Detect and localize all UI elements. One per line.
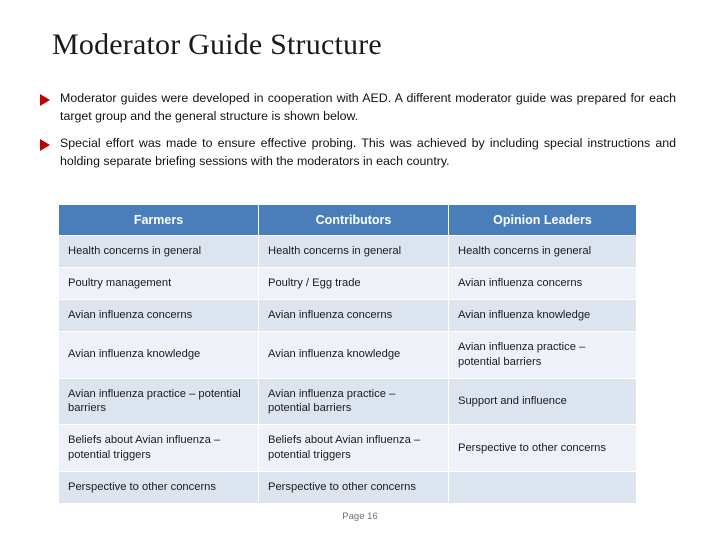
table-row (59, 471, 637, 503)
column-header-farmers: Farmers (59, 205, 259, 236)
table-cell: Support and influence (449, 378, 637, 425)
table-cell: Avian influenza knowledge (59, 332, 259, 379)
table-cell: Poultry management (59, 268, 259, 300)
table-cell: Perspective to other concerns (259, 471, 449, 503)
moderator-guide-table (58, 204, 637, 504)
table-row (59, 378, 637, 425)
table-cell: Avian influenza concerns (449, 268, 637, 300)
table-cell: Avian influenza knowledge (259, 332, 449, 379)
table-cell: Avian influenza knowledge (449, 300, 637, 332)
table-row (59, 332, 637, 379)
table-cell: Avian influenza practice – potential barriers (449, 332, 637, 379)
bullet-marker (38, 135, 60, 151)
column-header-contributors: Contributors (259, 205, 449, 236)
table-row (59, 425, 637, 472)
table-row (59, 300, 637, 332)
column-header-opinion-leaders: Opinion Leaders (449, 205, 637, 236)
table-cell-empty (449, 471, 637, 503)
triangle-bullet-icon (40, 94, 50, 106)
table-cell: Avian influenza concerns (59, 300, 259, 332)
table-row (59, 236, 637, 268)
table-cell: Health concerns in general (449, 236, 637, 268)
list-item (38, 135, 678, 171)
list-item (38, 90, 678, 126)
table-cell: Perspective to other concerns (59, 471, 259, 503)
table-cell: Beliefs about Avian influenza – potential triggers (59, 425, 259, 472)
table-cell: Avian influenza practice – potential barriers (259, 378, 449, 425)
table-row (59, 268, 637, 300)
bullet-marker (38, 90, 60, 106)
table-cell: Beliefs about Avian influenza – potential triggers (259, 425, 449, 472)
table-cell: Poultry / Egg trade (259, 268, 449, 300)
table-cell: Perspective to other concerns (449, 425, 637, 472)
table-cell: Health concerns in general (259, 236, 449, 268)
table-cell: Avian influenza concerns (259, 300, 449, 332)
page-footer: Page 16 (342, 511, 378, 522)
page-title: Moderator Guide Structure (52, 28, 382, 61)
bullet-text: Special effort was made to ensure effective probing. This was achieved by including special instructions and holding separate briefing sessions with the moderators in each country. (60, 135, 676, 168)
table-header-row (59, 205, 637, 236)
bullet-list (38, 90, 678, 180)
table-cell: Avian influenza practice – potential barriers (59, 378, 259, 425)
table-cell: Health concerns in general (59, 236, 259, 268)
triangle-bullet-icon (40, 139, 50, 151)
bullet-text: Moderator guides were developed in cooperation with AED. A different moderator guide was prepared for each target group and the general structure is shown below. (60, 91, 676, 123)
